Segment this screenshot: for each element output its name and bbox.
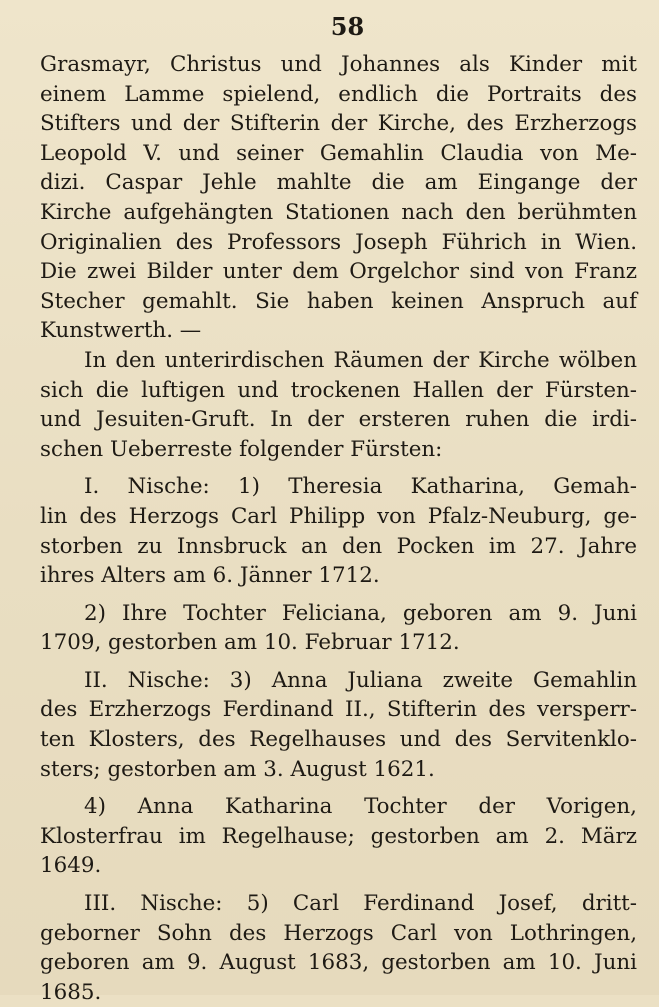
text-line: 2) Ihre Tochter Feliciana, geboren am 9. Juni (84, 600, 637, 626)
text-line: Grasmayr, Christus und Johannes als Kinder mit (40, 52, 637, 77)
text-line: Die zwei Bilder unter dem Orgelchor sind von Franz (40, 259, 637, 285)
text-line: geborner Sohn des Herzogs Carl von Lothringen, (40, 920, 637, 946)
text-line: Stecher gemahlt. Sie haben keinen Anspruch auf (40, 288, 637, 314)
text-line: und Jesuiten-Gruft. In der ersteren ruhen die irdi- (40, 407, 637, 433)
text-line: schen Ueberreste folgender Fürsten: (40, 436, 443, 462)
text-line: Stifters und der Stifterin der Kirche, des Erzherzogs (40, 111, 637, 137)
text-line: In den unterirdischen Räumen der Kirche wölben (84, 347, 637, 373)
text-line: Leopold V. und seiner Gemahlin Claudia von Me- (40, 140, 637, 166)
text-line: lin des Herzogs Carl Philipp von Pfalz-Neuburg, ge- (40, 503, 637, 529)
text-line: dizi. Caspar Jehle mahlte die am Eingange der (40, 170, 637, 196)
text-line: einem Lamme spielend, endlich die Portraits des (40, 81, 637, 107)
text-line: ihres Alters am 6. Jänner 1712. (40, 563, 380, 589)
text-line: des Erzherzogs Ferdinand II., Stifterin des versperr- (40, 697, 637, 723)
page-number: 58 (330, 12, 365, 41)
text-line: 1685. (40, 979, 102, 1005)
body-text (40, 50, 637, 1007)
text-line: sich die luftigen und trockenen Hallen der Fürsten- (40, 377, 637, 403)
text-line: ten Klosters, des Regelhauses und des Servitenklo- (40, 727, 637, 753)
text-line: Klosterfrau im Regelhause; gestorben am 2. März (40, 823, 637, 849)
text-line: Kunstwerth. — (40, 318, 202, 344)
text-line: 1649. (40, 853, 102, 879)
text-line: Originalien des Professors Joseph Führich in Wien. (40, 229, 637, 255)
text-line: III. Nische: 5) Carl Ferdinand Josef, dritt- (84, 891, 637, 917)
text-line: Kirche aufgehängten Stationen nach den berühmten (40, 199, 637, 225)
text-line: 4) Anna Katharina Tochter der Vorigen, (84, 794, 637, 820)
text-line: sters; gestorben am 3. August 1621. (40, 756, 435, 782)
text-line: storben zu Innsbruck an den Pocken im 27. Jahre (40, 533, 637, 559)
text-line: I. Nische: 1) Theresia Katharina, Gemah- (84, 474, 637, 500)
text-line: 1709, gestorben am 10. Februar 1712. (40, 630, 460, 656)
text-line: II. Nische: 3) Anna Juliana zweite Gemahlin (84, 667, 637, 693)
text-line: geboren am 9. August 1683, gestorben am 10. Juni (40, 950, 637, 976)
